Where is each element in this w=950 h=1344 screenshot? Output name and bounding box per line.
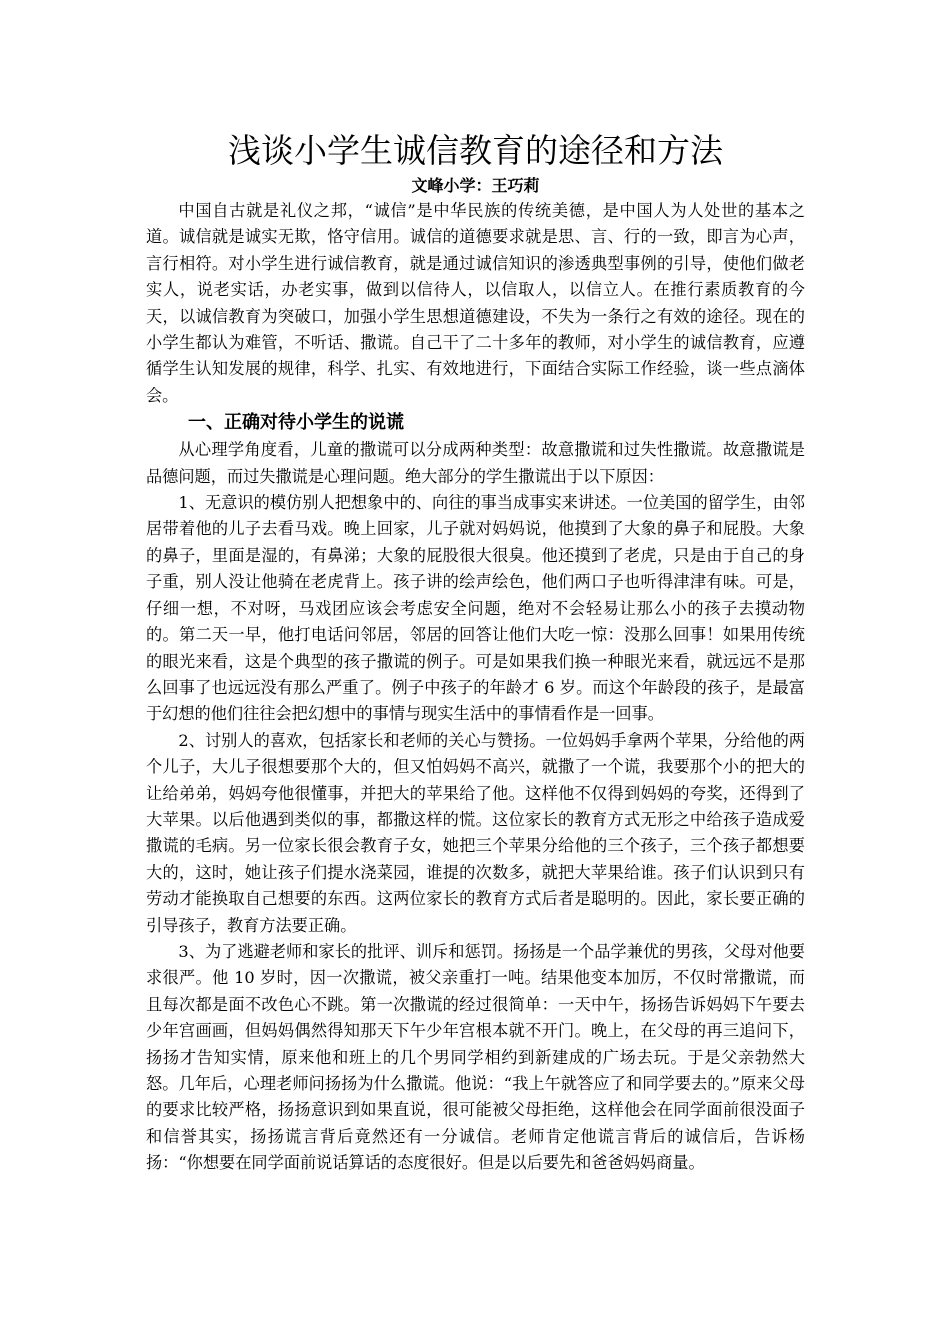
document-author: 文峰小学：王巧莉 xyxy=(411,176,540,195)
section1-intro-paragraph: 从心理学角度看，儿童的撒谎可以分成两种类型：故意撒谎和过失性撒谎。故意撒谎是品德问题，而过失撒谎是心理问题。绝大部分的学生撒谎出于以下原因： xyxy=(146,440,805,486)
reason-3-paragraph: 3、为了逃避老师和家长的批评、训斥和惩罚。扬扬是一个品学兼优的男孩，父母对他要求很严。他 10 岁时，因一次撒谎，被父亲重打一吨。结果他变本加厉，不仅时常撒谎，而且每次都是面不改色心不跳。第一次撒谎的经过很简单：一天中午，扬扬告诉妈妈下午要去少年宫画画，但妈妈偶然得知那天下午少年宫根本就不开门。晚上，在父母的再三追问下，扬扬才告知实情，原来他和班上的几个男同学相约到新建成的广场去玩。于是父亲勃然大怒。几年后，心理老师问扬扬为什么撒谎。他说：“我上午就答应了和同学要去的。”原来父母的要求比较严格，扬扬意识到如果直说，很可能被父母拒绝，这样他会在同学面前很没面子和信誉其实，扬扬谎言背后竟然还有一分诚信。老师肯定他谎言背后的诚信后，告诉杨扬：“你想要在同学面前说话算话的态度很好。但是以后要先和爸爸妈妈商量。 xyxy=(146,941,805,1173)
reason-2-paragraph: 2、讨别人的喜欢，包括家长和老师的关心与赞扬。一位妈妈手拿两个苹果，分给他的两个儿子，大儿子很想要那个大的，但又怕妈妈不高兴，就撒了一个谎，我要那个小的把大的让给弟弟，妈妈夸他很懂事，并把大的苹果给了他。这样他不仅得到妈妈的夸奖，还得到了大苹果。以后他遇到类似的事，都撒这样的慌。这位家长的教育方式无形之中给孩子造成爱撒谎的毛病。另一位家长很会教育子女，她把三个苹果分给他的三个孩子，三个孩子都想要大的，这时，她让孩子们提水浇菜园，谁提的次数多，就把大苹果给谁。孩子们认识到只有劳动才能换取自己想要的东西。这两位家长的教育方式后者是聪明的。因此，家长要正确的引导孩子，教育方法要正确。 xyxy=(146,730,805,935)
reason-1-paragraph: 1、无意识的模仿别人把想象中的、向往的事当成事实来讲述。一位美国的留学生，由邻居带着他的儿子去看马戏。晚上回家，儿子就对妈妈说，他摸到了大象的鼻子和屁股。大象的鼻子，里面是湿的，有鼻涕；大象的屁股很大很臭。他还摸到了老虎，只是由于自己的身子重，别人没让他骑在老虎背上。孩子讲的绘声绘色，他们两口子也听得津津有味。可是，仔细一想，不对呀，马戏团应该会考虑安全问题，绝对不会轻易让那么小的孩子去摸动物的。第二天一早，他打电话问邻居，邻居的回答让他们大吃一惊：没那么回事！如果用传统的眼光来看，这是个典型的孩子撒谎的例子。可是如果我们换一种眼光来看，就远远不是那么回事了也远远没有那么严重了。例子中孩子的年龄才 6 岁。而这个年龄段的孩子，是最富于幻想的他们往往会把幻想中的事情与现实生活中的事情看作是一回事。 xyxy=(146,493,805,724)
document-title: 浅谈小学生诚信教育的途径和方法 xyxy=(228,131,723,170)
intro-paragraph: 中国自古就是礼仪之邦，“诚信”是中华民族的传统美德，是中国人为人处世的基本之道。诚信就是诚实无欺，恪守信用。诚信的道德要求就是思、言、行的一致，即言为心声，言行相符。对小学生进行诚信教育，就是通过诚信知识的渗透典型事例的引导，使他们做老实人，说老实话，办老实事，做到以信待人，以信取人，以信立人。在推行素质教育的今天，以诚信教育为突破口，加强小学生思想道德建设，不失为一条行之有效的途径。现在的小学生都认为难管，不听话、撒谎。自己干了二十多年的教师，对小学生的诚信教育，应遵循学生认知发展的规律，科学、扎实、有效地进行，下面结合实际工作经验，谈一些点滴体会。 xyxy=(146,201,805,405)
section-heading-1: 一、正确对待小学生的说谎 xyxy=(188,412,404,434)
document-page xyxy=(146,128,805,1177)
